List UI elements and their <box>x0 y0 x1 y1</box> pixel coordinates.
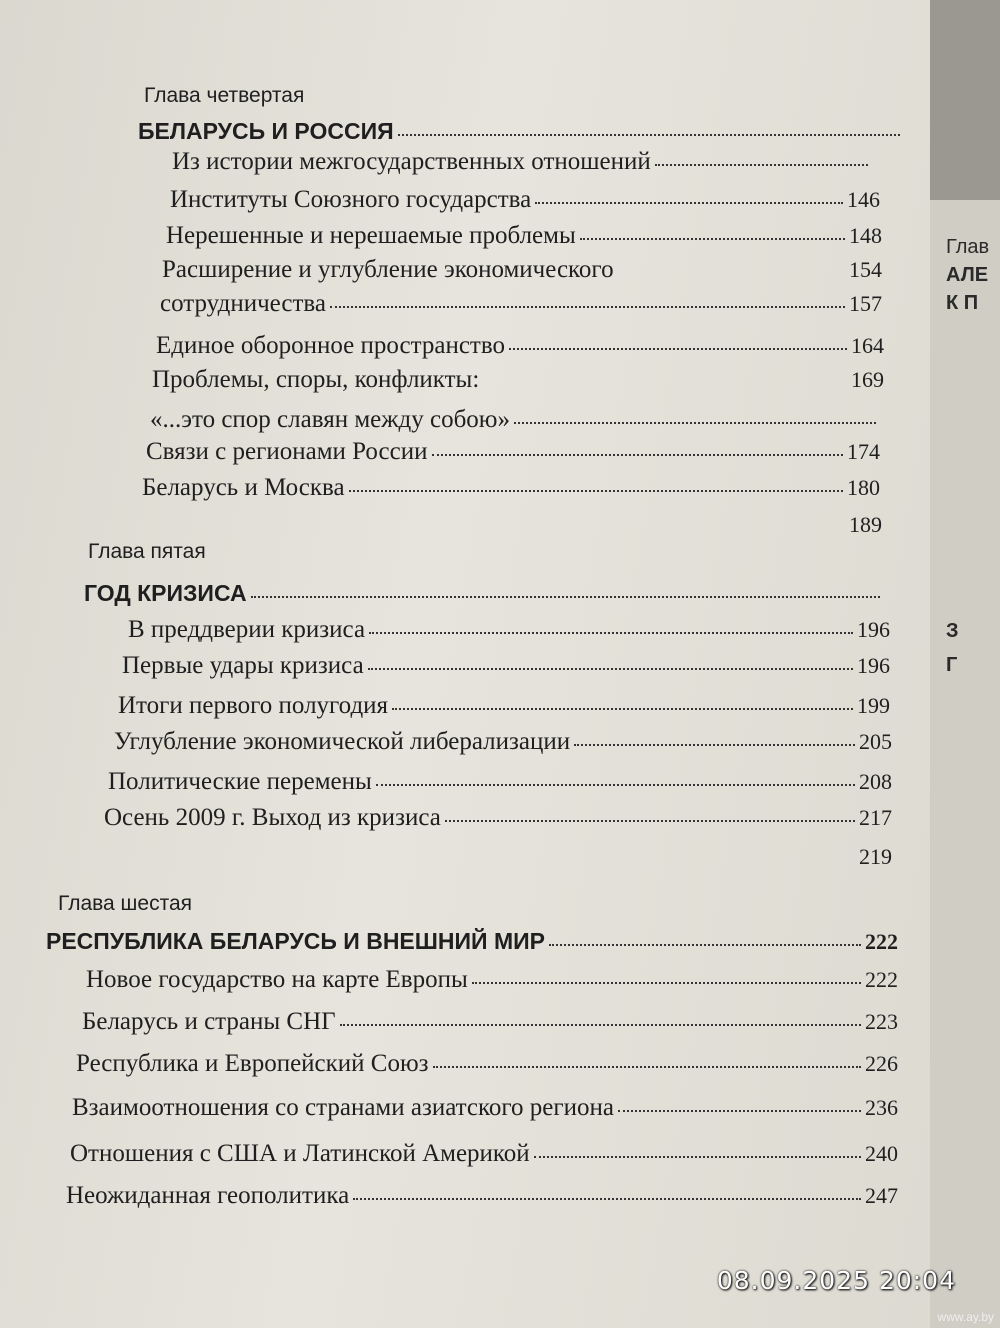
toc-entry-page: 205 <box>859 729 892 754</box>
section-title <box>138 118 900 145</box>
toc-entry <box>108 768 892 796</box>
toc-entry-title: «...это спор славян между собою» <box>150 406 510 433</box>
toc-entry-title: Проблемы, споры, конфликты: <box>152 366 480 393</box>
toc-entry <box>166 222 882 250</box>
leader-dots <box>472 982 861 984</box>
toc-entry <box>156 332 884 360</box>
toc-entry <box>170 186 880 214</box>
toc-entry-page: 240 <box>865 1141 898 1166</box>
toc-entry-page: 189 <box>849 512 882 537</box>
toc-entry <box>104 804 892 832</box>
toc-entry-title: Беларусь и страны СНГ <box>82 1008 336 1035</box>
toc-entry <box>66 1182 898 1210</box>
toc-entry-title: Единое оборонное пространство <box>156 332 505 359</box>
toc-entry <box>76 1050 898 1078</box>
toc-entry <box>146 438 880 466</box>
leader-dots <box>369 632 853 634</box>
toc-entry-title: Расширение и углубление экономического <box>162 256 614 283</box>
leader-dots <box>514 422 876 424</box>
toc-entry <box>160 290 882 318</box>
toc-entry-title: Беларусь и Москва <box>142 474 345 501</box>
leader-dots <box>340 1024 861 1026</box>
section-title <box>46 928 898 955</box>
toc-entry <box>70 1140 898 1168</box>
toc-entry-page: 196 <box>857 617 890 642</box>
toc-entry-title: сотрудничества <box>160 290 326 317</box>
leader-dots <box>580 238 845 240</box>
toc-entry-title: Нерешенные и нерешаемые проблемы <box>166 222 576 249</box>
toc-entry-title: Институты Союзного государства <box>170 186 532 213</box>
leader-dots <box>549 944 861 946</box>
toc-entry-title: Взаимоотношения со странами азиатского региона <box>72 1094 614 1121</box>
toc-entry <box>162 256 882 284</box>
leader-dots <box>349 490 843 492</box>
leader-dots <box>445 820 855 822</box>
toc-entry <box>152 366 884 394</box>
chapter-label: Глава шестая <box>58 892 193 915</box>
leader-dots <box>392 708 853 710</box>
chapter-end-page <box>100 844 892 870</box>
facing-page-fragment: АЛЕ <box>946 264 989 286</box>
chapter-label: Глава пятая <box>88 540 206 563</box>
toc-entry-title: Осень 2009 г. Выход из кризиса <box>104 804 441 831</box>
toc-entry-title: В преддверии кризиса <box>128 616 366 643</box>
toc-entry <box>150 406 880 434</box>
toc-entry <box>142 474 880 502</box>
toc-entry <box>82 1008 898 1036</box>
toc-entry <box>172 148 872 176</box>
leader-dots <box>251 596 880 598</box>
toc-entry-page: 217 <box>859 805 892 830</box>
toc-entry-page: 154 <box>849 257 882 282</box>
toc-entry-title: Неожиданная геополитика <box>66 1182 350 1209</box>
toc-entry-page: 148 <box>849 223 882 248</box>
section-page: 222 <box>865 929 898 954</box>
chapter-label: Глава четвертая <box>144 84 305 107</box>
toc-entry-page: 208 <box>859 769 892 794</box>
toc-entry-page: 146 <box>847 187 880 212</box>
toc-entry-page: 223 <box>865 1009 898 1034</box>
section-title-text: БЕЛАРУСЬ И РОССИЯ <box>138 118 394 144</box>
toc-entry-title: Отношения с США и Латинской Америкой <box>70 1140 530 1167</box>
toc-entry-page: 236 <box>865 1095 898 1120</box>
toc-entry-title: Из истории межгосударственных отношений <box>172 148 651 175</box>
leader-dots <box>618 1110 861 1112</box>
toc-entry <box>72 1094 898 1122</box>
leader-dots <box>574 744 855 746</box>
toc-entry <box>118 692 890 720</box>
toc-entry <box>122 652 890 680</box>
toc-entry-page: 247 <box>865 1183 898 1208</box>
toc-entry-title: Политические перемены <box>108 768 372 795</box>
toc-entry-page: 180 <box>847 475 880 500</box>
section-title-text: ГОД КРИЗИСА <box>84 580 247 606</box>
watermark: www.ay.by <box>937 1310 994 1324</box>
toc-entry-page: 169 <box>851 367 884 392</box>
toc-entry <box>128 616 890 644</box>
leader-dots <box>376 784 855 786</box>
facing-page-edge <box>930 200 1000 1328</box>
toc-entry-page: 157 <box>849 291 882 316</box>
toc-entry-title: Первые удары кризиса <box>122 652 364 679</box>
toc-entry-page: 219 <box>859 844 892 869</box>
leader-dots <box>432 454 843 456</box>
toc-entry-page: 164 <box>851 333 884 358</box>
section-title-text: РЕСПУБЛИКА БЕЛАРУСЬ И ВНЕШНИЙ МИР <box>46 928 545 954</box>
leader-dots <box>534 1156 861 1158</box>
toc-entry-title: Связи с регионами России <box>146 438 428 465</box>
leader-dots <box>398 134 900 136</box>
facing-page-fragment: Г <box>946 654 958 676</box>
chapter-end-page <box>140 512 882 538</box>
photo-date-stamp: 08.09.2025 20:04 <box>716 1266 956 1295</box>
toc-entry-title: Углубление экономической либерализации <box>114 728 571 755</box>
toc-entry-title: Новое государство на карте Европы <box>86 966 468 993</box>
toc-entry <box>86 966 898 994</box>
leader-dots <box>535 202 843 204</box>
toc-entry-page: 222 <box>865 967 898 992</box>
leader-dots <box>353 1198 861 1200</box>
toc-entry-page: 174 <box>847 439 880 464</box>
leader-dots <box>368 668 853 670</box>
toc-entry-title: Итоги первого полугодия <box>118 692 389 719</box>
facing-page-fragment: З <box>946 620 959 642</box>
section-title <box>84 580 880 607</box>
facing-page-fragment: Глав <box>946 236 990 258</box>
leader-dots <box>433 1066 861 1068</box>
leader-dots <box>655 164 868 166</box>
toc-entry-title: Республика и Европейский Союз <box>76 1050 429 1077</box>
facing-page-fragment: К П <box>946 292 979 314</box>
toc-entry-page: 196 <box>857 653 890 678</box>
toc-entry-page: 226 <box>865 1051 898 1076</box>
leader-dots <box>330 306 845 308</box>
leader-dots <box>509 348 847 350</box>
toc-entry <box>114 728 892 756</box>
toc-entry-page: 199 <box>857 693 890 718</box>
